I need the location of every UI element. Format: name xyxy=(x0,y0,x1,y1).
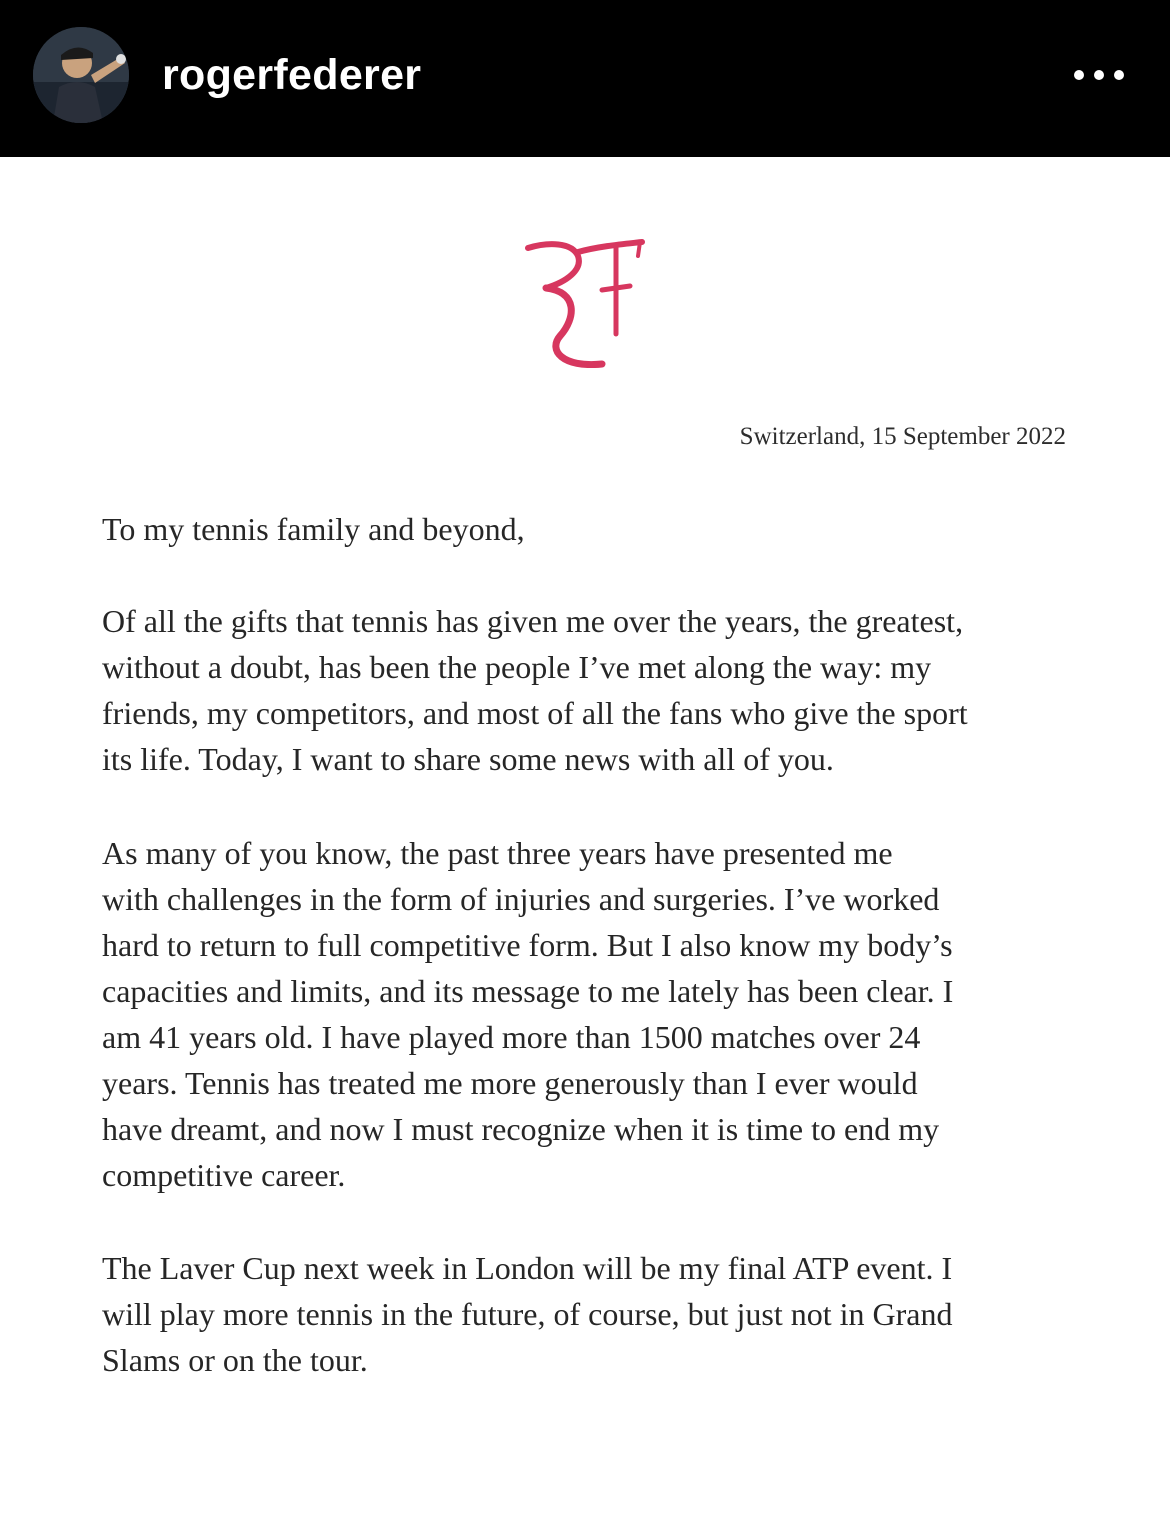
letter-date: Switzerland, 15 September 2022 xyxy=(739,423,1066,450)
text-line: its life. Today, I want to share some news with all of you. xyxy=(102,741,834,777)
post-header xyxy=(0,0,1170,157)
text-line: The Laver Cup next week in London will be my final ATP event. I xyxy=(102,1250,953,1286)
text-line: am 41 years old. I have played more than 1500 matches over 24 xyxy=(102,1019,921,1055)
text-line: will play more tennis in the future, of course, but just not in Grand xyxy=(102,1296,953,1332)
text-line: competitive career. xyxy=(102,1157,346,1193)
more-options-icon xyxy=(1068,58,1132,92)
avatar[interactable] xyxy=(33,27,129,123)
text-line: have dreamt, and now I must recognize when it is time to end my xyxy=(102,1111,940,1147)
text-line: without a doubt, has been the people I’ve met along the way: my xyxy=(102,649,932,685)
letter-image xyxy=(0,157,1170,1520)
text-line: friends, my competitors, and most of all the fans who give the sport xyxy=(102,695,968,731)
more-options-button[interactable] xyxy=(1068,58,1132,92)
letter-greeting: To my tennis family and beyond, xyxy=(102,511,525,547)
text-line: Slams or on the tour. xyxy=(102,1342,368,1378)
letter-paragraph xyxy=(102,1245,1102,1383)
text-line: years. Tennis has treated me more generously than I ever would xyxy=(102,1065,918,1101)
text-line: As many of you know, the past three years have presented me xyxy=(102,835,893,871)
rf-monogram-logo xyxy=(520,238,650,368)
letter-paragraph xyxy=(102,598,1102,782)
letter-paragraph xyxy=(102,830,1102,1198)
username[interactable]: rogerfederer xyxy=(162,51,422,99)
text-line: Of all the gifts that tennis has given me over the years, the greatest, xyxy=(102,603,964,639)
text-line: capacities and limits, and its message to me lately has been clear. I xyxy=(102,973,954,1009)
text-line: hard to return to full competitive form. But I also know my body’s xyxy=(102,927,953,963)
text-line: with challenges in the form of injuries and surgeries. I’ve worked xyxy=(102,881,940,917)
profile-photo xyxy=(33,27,129,123)
